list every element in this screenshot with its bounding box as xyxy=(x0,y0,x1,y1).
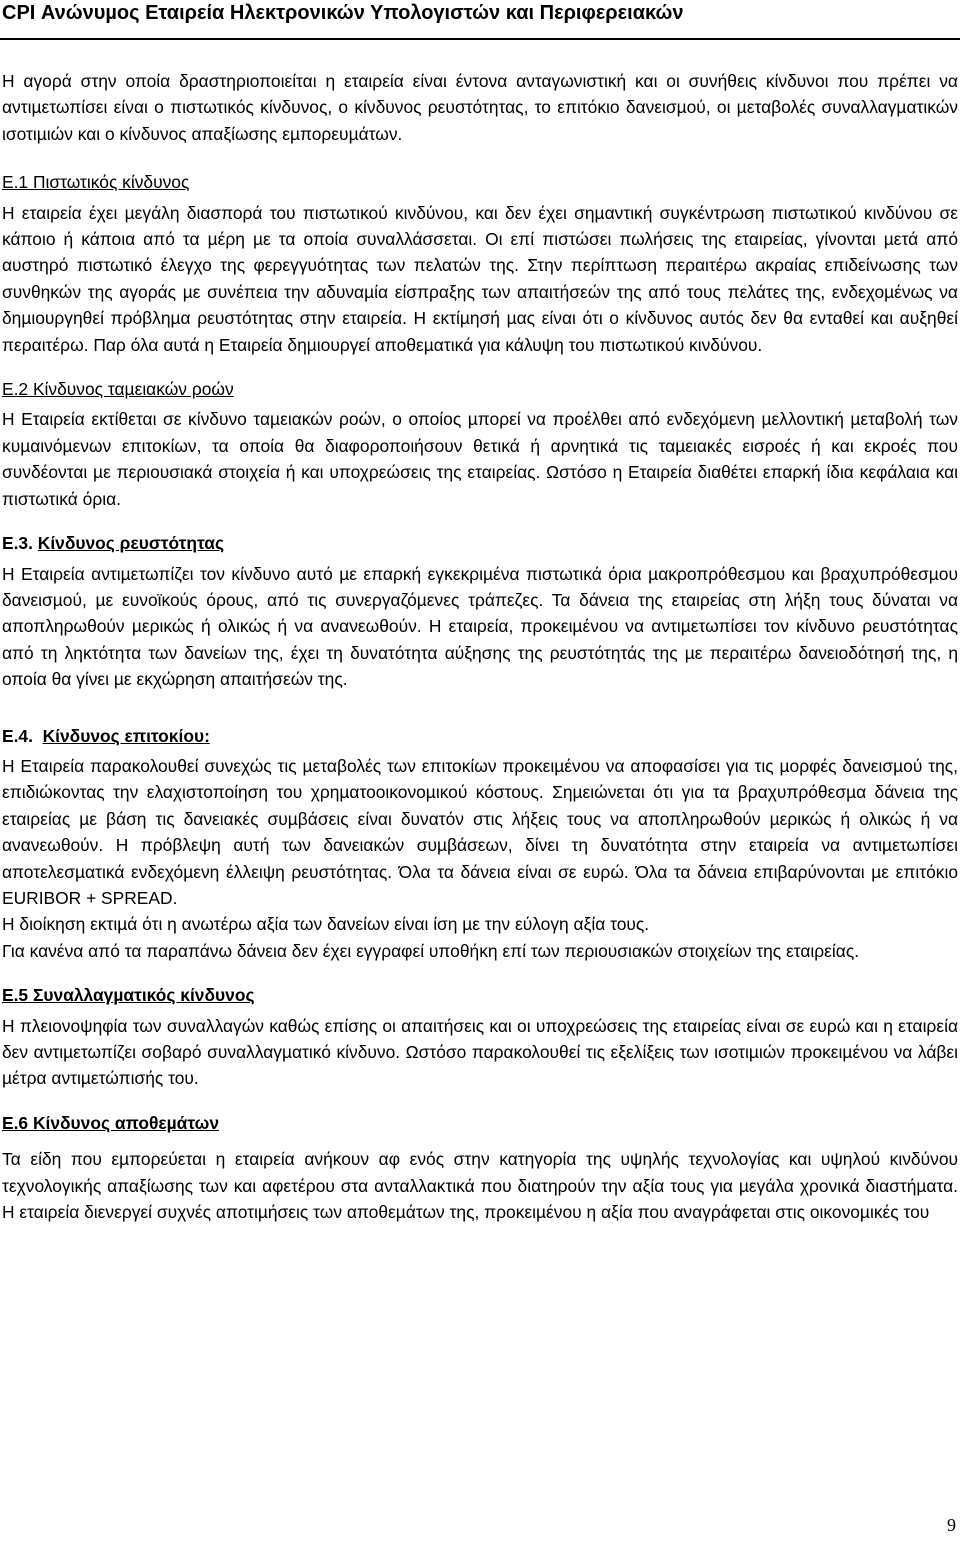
section-liquidity-risk xyxy=(2,530,958,692)
section-fx-risk xyxy=(2,982,958,1092)
section-number: Ε.3. xyxy=(2,533,33,554)
section-number: Ε.2 xyxy=(2,379,29,400)
page-number: 9 xyxy=(947,1515,956,1535)
document-body xyxy=(2,68,958,1243)
section-number: Ε.5 xyxy=(2,985,29,1006)
section-heading xyxy=(2,982,958,1008)
section-paragraph: Η εταιρεία έχει µεγάλη διασπορά του πιστωτικού κινδύνου, και δεν έχει σηµαντική συγκέντρωση πιστωτικού κινδύνου σε κάποιο ή κάποια από τα µέρη µε τα οποία συναλλάσσεται. Οι επί πιστώσει πωλήσεις της εταιρείας, γίνονται µετά από αυστηρό πιστωτικό έλεγχο της φερεγγυότητας των πελατών της. Στην περίπτωση περαιτέρω ακραίας επιδείνωσης των συνθηκών της αγοράς µε συνέπεια την αδυναµία είσπραξης των απαιτήσεών της από τους πελάτες της, ενδεχοµένως να δηµιουργηθεί πρόβληµα ρευστότητας στην εταιρεία. Η εκτίµησή µας είναι ότι ο κίνδυνος αυτός δεν θα ενταθεί και αυξηθεί περαιτέρω. Παρ όλα αυτά η Εταιρεία δηµιουργεί αποθεµατικά για κάλυψη του πιστωτικού κινδύνου. xyxy=(2,202,958,355)
intro-paragraph: Η αγορά στην οποία δραστηριοποιείται η εταιρεία είναι έντονα ανταγωνιστική και οι συνήθεις κίνδυνοι που πρέπει να αντιµετωπίσει είναι ο πιστωτικός κίνδυνος, ο κίνδυνος ρευστότητας, το επιτόκιο δανεισµού, οι µεταβολές συναλλαγµατικών ισοτιµιών και ο κίνδυνος απαξίωσης εµπορευµάτων. xyxy=(2,71,958,144)
section-heading xyxy=(2,723,958,749)
company-title: CPI Ανώνυµος Εταιρεία Ηλεκτρονικών Υπολογιστών και Περιφερειακών xyxy=(2,2,684,24)
section-inventory-risk xyxy=(2,1110,958,1226)
section-paragraph: Τα είδη που εµπορεύεται η εταιρεία ανήκουν αφ ενός στην κατηγορία της υψηλής τεχνολογίας και υψηλού κινδύνου τεχνολογικής απαξίωσης των και αφετέρου στα ανταλλακτικά που διατηρούν την αξία τους για µεγάλα χρονικά διαστήµατα. Η εταιρεία διενεργεί συχνές αποτιµήσεις των αποθεµάτων της, προκειµένου η αξία που αναγράφεται στις οικονοµικές του xyxy=(2,1149,958,1223)
section-heading xyxy=(2,376,958,402)
section-interest-risk xyxy=(2,723,958,965)
section-title: Κίνδυνος ταµειακών ροών xyxy=(28,379,234,400)
section-number: Ε.1 xyxy=(2,172,29,193)
section-credit-risk xyxy=(2,169,958,358)
section-cashflow-risk xyxy=(2,376,958,512)
section-heading xyxy=(2,530,958,556)
section-paragraph: Η Εταιρεία παρακολουθεί συνεχώς τις µεταβολές των επιτοκίων προκειµένου να αποφασίσει για τις µορφές δανεισµού της, επιδιώκοντας την ελαχιστοποίηση του χρηµατοοικονοµικού κόστους. Σηµειώνεται ότι για τα βραχυπρόθεσµα δάνεια της εταιρείας µε βάση τις δανειακές συµβάσεις είναι δυνατόν στις λήξεις τους να αποπληρωθούν µερικώς ή ολικώς ή να ανανεωθούν. Η πρόβλεψη αυτή των δανειακών συµβάσεων, δίνει τη δυνατότητα στην εταιρεία να αντιµετωπίσει αποτελεσµατικά ενδεχόµενη έλλειψη ρευστότητας. Όλα τα δάνεια είναι σε ευρώ. Όλα τα δάνεια επιβαρύνονται µε επιτόκιο EURIBOR + SPREAD. xyxy=(2,755,958,908)
page-header xyxy=(0,0,960,40)
section-number: Ε.4. xyxy=(2,725,33,746)
section-paragraph: Η πλειονοψηφία των συναλλαγών καθώς επίσης οι απαιτήσεις και οι υποχρεώσεις της εταιρείας είναι σε ευρώ και η εταιρεία δεν αντιµετωπίζει σοβαρό συναλλαγµατικό κίνδυνο. Ωστόσο παρακολουθεί τις εξελίξεις των ισοτιµιών προκειµένου να λάβει µέτρα αντιµετώπισής του. xyxy=(2,1015,958,1089)
section-heading xyxy=(2,169,958,195)
section-title: Κίνδυνος αποθεµάτων xyxy=(28,1112,219,1133)
section-paragraph: Η Εταιρεία αντιµετωπίζει τον κίνδυνο αυτό µε επαρκή εγκεκριµένα πιστωτικά όρια µακροπρόθεσµου και βραχυπρόθεσµου δανεισµού, µε ευνοϊκούς όρους, από τις συνεργαζόµενες τράπεζες. Τα δάνεια της εταιρείας στη λήξη τους δύναται να αποπληρωθούν µερικώς ή ολικώς ή να ανανεωθούν. Η εταιρεία, προκειµένου να αντιµετωπίσει τον κίνδυνο ρευστότητας από τη ληκτότητα των δανείων της, έχει τη δυνατότητα αύξησης της ρευστότητάς της µε περαιτέρω δανειοδότησή της, η οποία θα γίνει µε εκχώρηση απαιτήσεών της. xyxy=(2,563,958,690)
section-title: Πιστωτικός κίνδυνος xyxy=(28,172,190,193)
section-paragraph: Η διοίκηση εκτιµά ότι η ανωτέρω αξία των δανείων είναι ίση µε την εύλογη αξία τους. xyxy=(2,914,650,935)
section-title: Κίνδυνος ρευστότητας xyxy=(37,533,225,554)
section-title: Συναλλαγµατικός κίνδυνος xyxy=(28,985,255,1006)
section-number: Ε.6 xyxy=(2,1112,29,1133)
section-title: Κίνδυνος επιτοκίου: xyxy=(42,725,210,746)
section-paragraph: Η Εταιρεία εκτίθεται σε κίνδυνο ταµειακών ροών, ο οποίος µπορεί να προέλθει από ενδεχόµενη µελλοντική µεταβολή των κυµαινόµενων επιτοκίων, τα οποία θα διαφοροποιήσουν θετικά ή αρνητικά τις ταµειακές εισροές ή και εκροές που συνδέονται µε περιουσιακά στοιχεία ή και υποχρεώσεις της εταιρείας. Ωστόσο η Εταιρεία διαθέτει επαρκή ίδια κεφάλαια και πιστωτικά όρια. xyxy=(2,409,958,509)
section-heading xyxy=(2,1110,958,1136)
section-paragraph: Για κανένα από τα παραπάνω δάνεια δεν έχει εγγραφεί υποθήκη επί των περιουσιακών στοιχείων της εταιρείας. xyxy=(2,940,860,961)
